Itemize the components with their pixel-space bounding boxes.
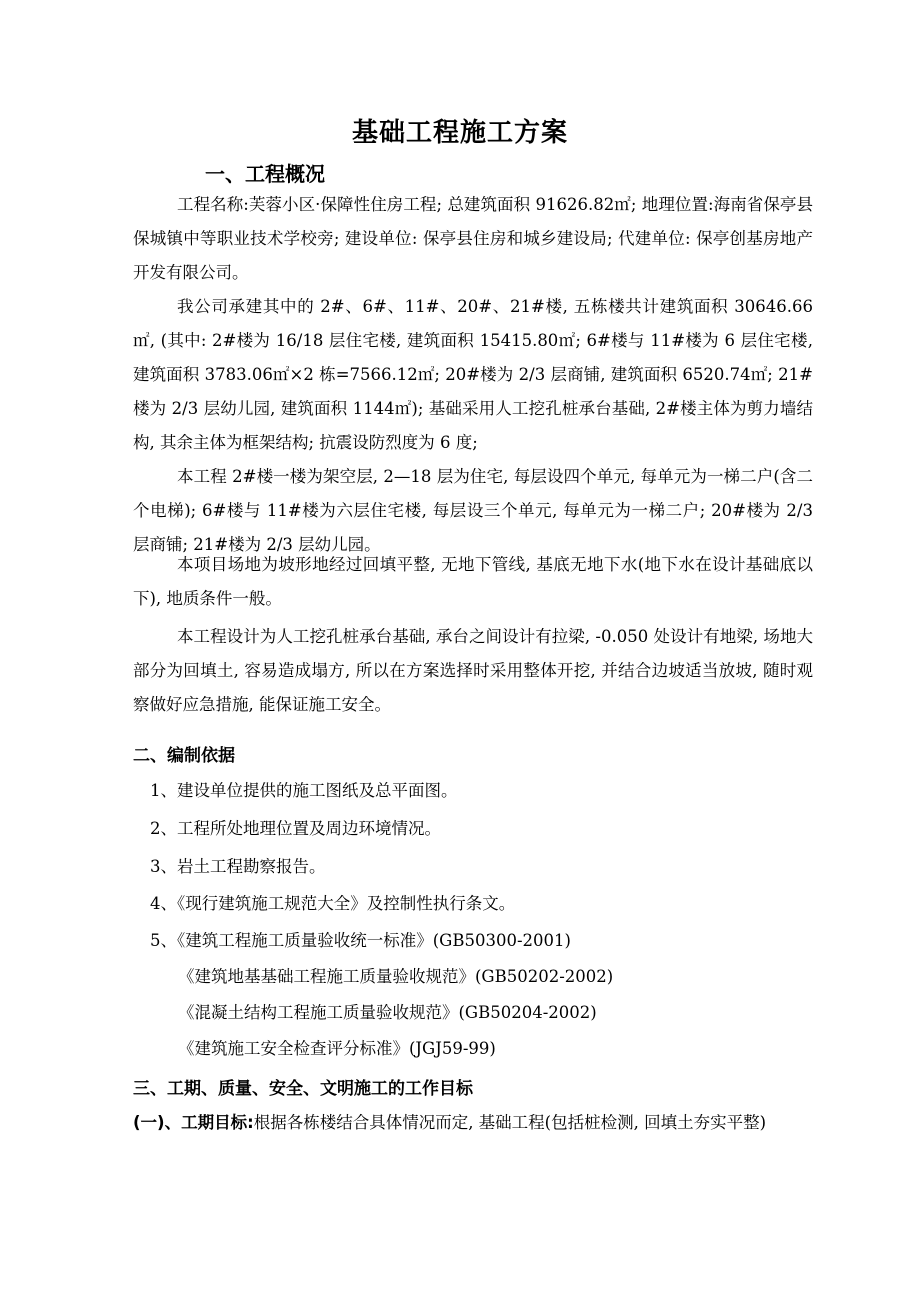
basis-item-8: 《建筑施工安全检查评分标准》(JGJ59-99) xyxy=(178,1039,496,1058)
basis-item-7: 《混凝土结构工程施工质量验收规范》(GB50204-2002) xyxy=(178,1003,597,1022)
basis-item-5: 5、《建筑工程施工质量验收统一标准》(GB50300-2001) xyxy=(150,931,571,950)
paragraph-building-scope: 我公司承建其中的 2#、6#、11#、20#、21#楼, 五栋楼共计建筑面积 30646.66㎡, (其中: 2#楼为 16/18 层住宅楼, 建筑面积 15415.80㎡; 6#楼与 11#楼为 6 层住宅楼, 建筑面积 3783.06㎡×2 栋=7566.12㎡; 20#楼为 2/3 层商铺, 建筑面积 6520.74㎡; 21#楼为 2/3 层幼儿园, 建筑面积 1144㎡); 基础采用人工挖孔桩承台基础, 2#楼主体为剪力墙结构, 其余主体为框架结构; 抗震设防烈度为 6 度; xyxy=(133,297,813,452)
section-1-heading: 一、工程概况 xyxy=(205,162,325,186)
section-3-heading: 三、工期、质量、安全、文明施工的工作目标 xyxy=(133,1079,473,1099)
document-title: 基础工程施工方案 xyxy=(351,118,568,148)
schedule-goal xyxy=(133,1105,813,1141)
basis-item-1: 1、建设单位提供的施工图纸及总平面图。 xyxy=(150,781,458,800)
basis-item-2: 2、工程所处地理位置及周边环境情况。 xyxy=(150,819,441,838)
paragraph-site-conditions: 本项目场地为坡形地经过回填平整, 无地下管线, 基底无地下水(地下水在设计基础底以下), 地质条件一般。 xyxy=(133,555,813,608)
paragraph-floor-layout: 本工程 2#楼一楼为架空层, 2—18 层为住宅, 每层设四个单元, 每单元为一梯二户(含二个电梯); 6#楼与 11#楼为六层住宅楼, 每层设三个单元, 每单元为一梯二户; 20#楼为 2/3 层商铺; 21#楼为 2/3 层幼儿园。 xyxy=(133,467,813,554)
basis-item-3: 3、岩土工程勘察报告。 xyxy=(150,857,326,876)
basis-item-4: 4、《现行建筑施工规范大全》及控制性执行条文。 xyxy=(150,894,516,913)
schedule-goal-label: (一)、工期目标: xyxy=(133,1113,254,1132)
basis-item-6: 《建筑地基基础工程施工质量验收规范》(GB50202-2002) xyxy=(178,967,614,986)
paragraph-foundation-design: 本工程设计为人工挖孔桩承台基础, 承台之间设计有拉梁, -0.050 处设计有地梁, 场地大部分为回填土, 容易造成塌方, 所以在方案选择时采用整体开挖, 并结合边坡适当放坡, 随时观察做好应急措施, 能保证施工安全。 xyxy=(133,627,813,714)
section-2-heading: 二、编制依据 xyxy=(133,746,235,766)
paragraph-project-name: 工程名称:芙蓉小区·保障性住房工程; 总建筑面积 91626.82㎡; 地理位置:海南省保亭县保城镇中等职业技术学校旁; 建设单位: 保亭县住房和城乡建设局; 代建单位: 保亭创基房地产开发有限公司。 xyxy=(133,195,813,282)
schedule-goal-text: 根据各栋楼结合具体情况而定, 基础工程(包括桩检测, 回填土夯实平整) xyxy=(253,1113,767,1132)
